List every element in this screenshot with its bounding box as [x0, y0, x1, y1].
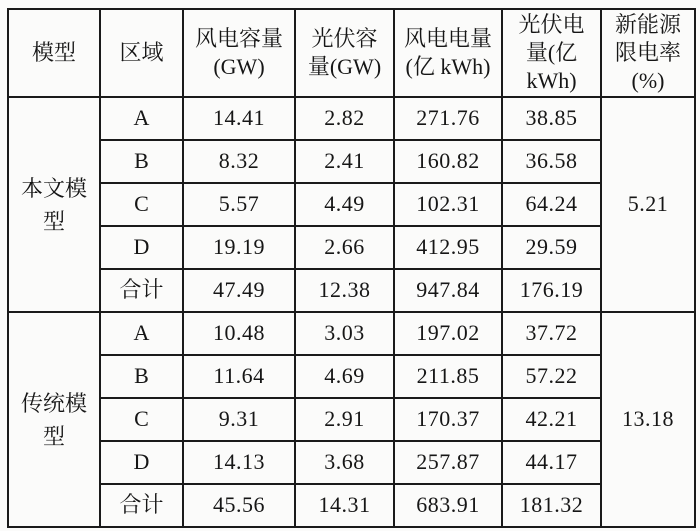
cell-region: D	[100, 226, 183, 269]
cell-pv-capacity: 3.68	[295, 441, 394, 484]
model-label: 传统模型	[20, 390, 87, 449]
model-comparison-table	[7, 8, 696, 528]
table-row	[8, 312, 695, 355]
header-pv-capacity	[295, 9, 394, 97]
header-line: (%)	[631, 68, 665, 93]
cell-curtailment: 5.21	[601, 97, 695, 312]
table-row	[8, 183, 695, 226]
cell-wind-energy: 160.82	[394, 140, 502, 183]
header-curtailment-rate	[601, 9, 695, 97]
cell-pv-capacity: 4.69	[295, 355, 394, 398]
table-row	[8, 484, 695, 527]
cell-wind-capacity: 11.64	[183, 355, 295, 398]
table-row	[8, 355, 695, 398]
cell-model	[8, 97, 100, 312]
cell-region: C	[100, 183, 183, 226]
header-line: (亿 kWh)	[405, 54, 491, 79]
cell-wind-capacity: 10.48	[183, 312, 295, 355]
cell-wind-energy: 947.84	[394, 269, 502, 312]
header-wind-energy	[394, 9, 502, 97]
cell-pv-capacity: 2.82	[295, 97, 394, 140]
cell-wind-energy: 197.02	[394, 312, 502, 355]
cell-wind-energy: 170.37	[394, 398, 502, 441]
header-line: kWh)	[526, 68, 577, 93]
header-line: (GW)	[213, 54, 265, 79]
model-label: 本文模型	[20, 175, 87, 234]
cell-pv-energy: 44.17	[502, 441, 601, 484]
header-line: 新能源	[614, 12, 681, 37]
cell-wind-capacity: 47.49	[183, 269, 295, 312]
cell-pv-capacity: 2.91	[295, 398, 394, 441]
cell-pv-energy: 37.72	[502, 312, 601, 355]
table-row	[8, 441, 695, 484]
table-row	[8, 398, 695, 441]
cell-region: D	[100, 441, 183, 484]
cell-wind-energy: 683.91	[394, 484, 502, 527]
cell-pv-energy: 181.32	[502, 484, 601, 527]
header-region	[100, 9, 183, 97]
cell-pv-capacity: 2.41	[295, 140, 394, 183]
cell-wind-capacity: 14.41	[183, 97, 295, 140]
table-row	[8, 269, 695, 312]
cell-region: C	[100, 398, 183, 441]
header-line: 光伏容	[311, 26, 378, 51]
cell-pv-energy: 29.59	[502, 226, 601, 269]
cell-pv-capacity: 14.31	[295, 484, 394, 527]
cell-pv-energy: 57.22	[502, 355, 601, 398]
header-line: 区域	[119, 40, 164, 65]
cell-wind-energy: 412.95	[394, 226, 502, 269]
header-line: 风电电量	[403, 26, 492, 51]
cell-pv-energy: 64.24	[502, 183, 601, 226]
table-row	[8, 140, 695, 183]
cell-pv-energy: 36.58	[502, 140, 601, 183]
cell-region: A	[100, 97, 183, 140]
cell-region: A	[100, 312, 183, 355]
table-row	[8, 226, 695, 269]
header-line: 量(GW)	[307, 54, 382, 79]
table-row	[8, 97, 695, 140]
cell-pv-energy: 38.85	[502, 97, 601, 140]
cell-wind-capacity: 5.57	[183, 183, 295, 226]
cell-pv-capacity: 12.38	[295, 269, 394, 312]
header-model	[8, 9, 100, 97]
cell-wind-energy: 102.31	[394, 183, 502, 226]
cell-region: B	[100, 355, 183, 398]
cell-curtailment: 13.18	[601, 312, 695, 527]
cell-wind-capacity: 9.31	[183, 398, 295, 441]
header-line: 风电容量	[194, 26, 283, 51]
cell-wind-energy: 257.87	[394, 441, 502, 484]
cell-wind-capacity: 19.19	[183, 226, 295, 269]
cell-region: B	[100, 140, 183, 183]
cell-region: 合计	[100, 484, 183, 527]
header-line: 量(亿	[525, 40, 578, 65]
cell-pv-energy: 176.19	[502, 269, 601, 312]
cell-pv-capacity: 3.03	[295, 312, 394, 355]
cell-pv-capacity: 4.49	[295, 183, 394, 226]
header-line: 模型	[31, 40, 76, 65]
cell-model	[8, 312, 100, 527]
header-pv-energy	[502, 9, 601, 97]
header-row	[8, 9, 695, 97]
header-line: 光伏电	[518, 12, 585, 37]
cell-wind-capacity: 45.56	[183, 484, 295, 527]
cell-wind-capacity: 8.32	[183, 140, 295, 183]
cell-pv-capacity: 2.66	[295, 226, 394, 269]
cell-region: 合计	[100, 269, 183, 312]
cell-wind-energy: 211.85	[394, 355, 502, 398]
header-line: 限电率	[614, 40, 681, 65]
cell-wind-energy: 271.76	[394, 97, 502, 140]
header-wind-capacity	[183, 9, 295, 97]
cell-pv-energy: 42.21	[502, 398, 601, 441]
cell-wind-capacity: 14.13	[183, 441, 295, 484]
